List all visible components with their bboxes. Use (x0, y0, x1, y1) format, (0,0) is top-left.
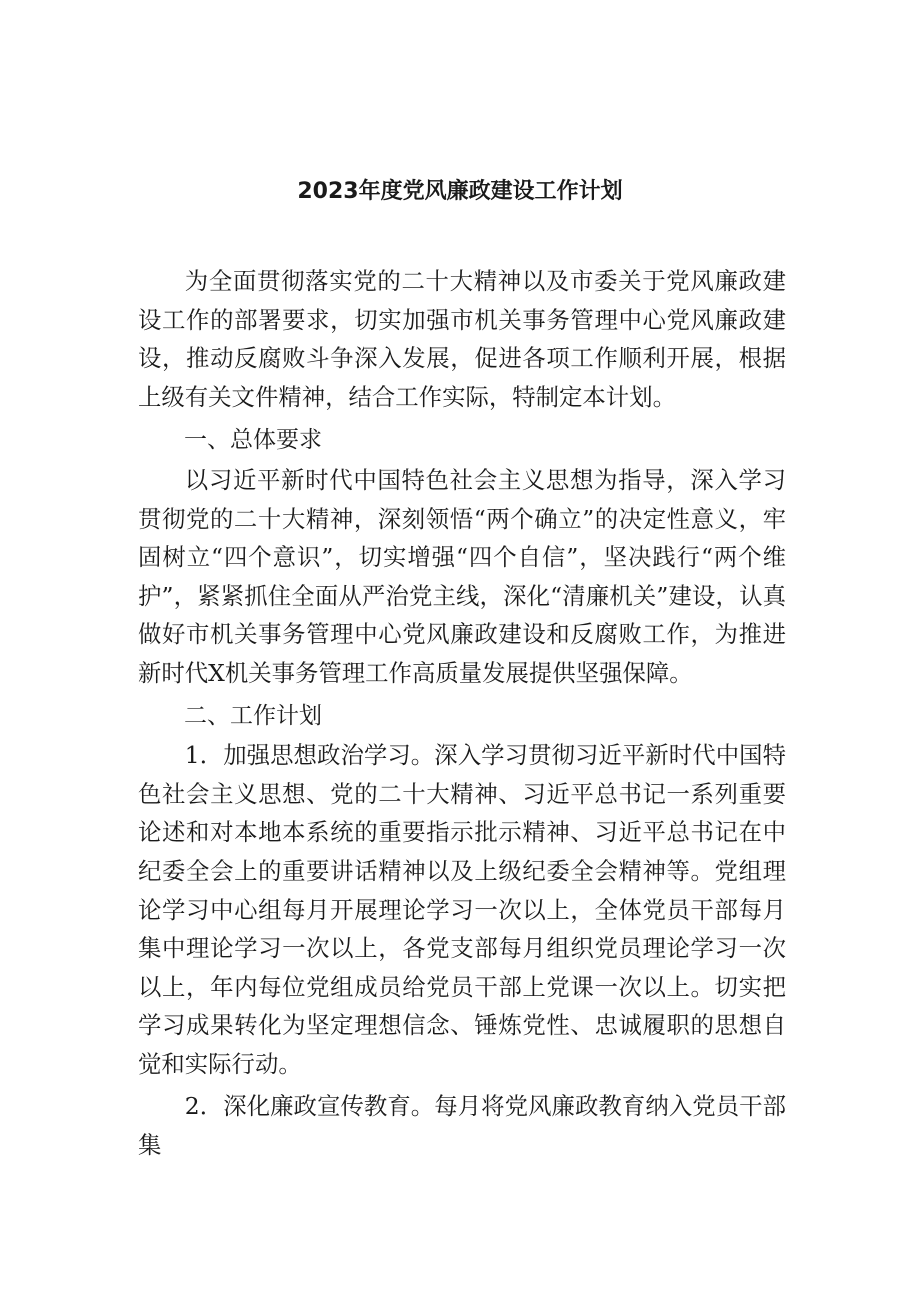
section-heading-overall-requirements: 一、总体要求 (184, 427, 322, 454)
intro-paragraph: 为全面贯彻落实党的二十大精神以及市委关于党风廉政建设工作的部署要求，切实加强市机关事务管理中心党风廉政建设，推动反腐败斗争深入发展，促进各项工作顺利开展，根据上级有关文件精神，结合工作实际，特制定本计划。 (138, 267, 786, 411)
overall-requirements-paragraph: 以习近平新时代中国特色社会主义思想为指导，深入学习贯彻党的二十大精神，深刻领悟“两个确立”的决定性意义，牢固树立“四个意识”，切实增强“四个自信”，坚决践行“两个维护”，紧紧抓住全面从严治党主线，深化“清廉机关”建设，认真做好市机关事务管理中心党风廉政建设和反腐败工作，为推进新时代X机关事务管理工作高质量发展提供坚强保障。 (138, 465, 786, 687)
section-heading-work-plan: 二、工作计划 (184, 702, 322, 729)
document-body (138, 262, 786, 1165)
work-plan-item-2: 2．深化廉政宣传教育。每月将党风廉政教育纳入党员干部集 (138, 1092, 786, 1160)
work-plan-item-1: 1．加强思想政治学习。深入学习贯彻习近平新时代中国特色社会主义思想、党的二十大精神、习近平总书记一系列重要论述和对本地本系统的重要指示批示精神、习近平总书记在中纪委全会上的重要讲话精神以及上级纪委全会精神等。党组理论学习中心组每月开展理论学习一次以上，全体党员干部每月集中理论学习一次以上，各党支部每月组织党员理论学习一次以上，年内每位党组成员给党员干部上党课一次以上。切实把学习成果转化为坚定理想信念、锤炼党性、忠诚履职的思想自觉和实际行动。 (138, 741, 786, 1078)
document-title: 2023年度党风廉政建设工作计划 (297, 179, 623, 204)
